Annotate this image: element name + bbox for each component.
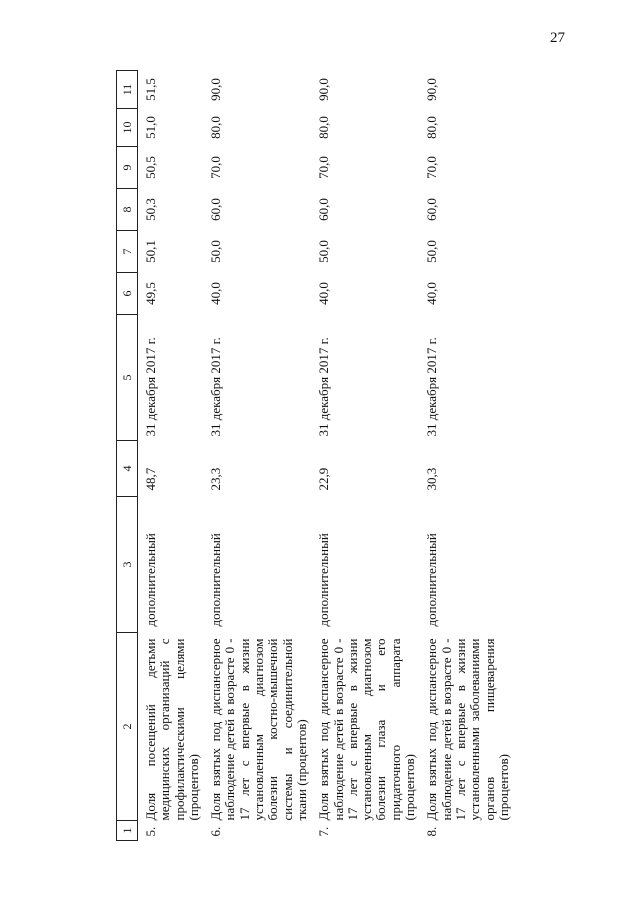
value-cell: 49,5	[143, 282, 158, 305]
table-row	[201, 71, 309, 841]
row-number: 7.	[316, 826, 332, 837]
column-header: 8	[117, 189, 138, 231]
indicators-table	[116, 70, 511, 841]
indicator-name: Доля взятых под диспансерное наблюдение детей в возрасте 0 - 17 лет с впервые в жизни установленным диагнозом болезни костно-мышечной системы и соединительной ткани (процентов)	[208, 638, 309, 821]
value-cell: 50,0	[424, 240, 440, 263]
value-cell: 60,0	[316, 198, 332, 221]
row-number: 5.	[143, 826, 158, 837]
rotated-table-container	[116, 71, 569, 841]
base-value: 48,7	[143, 467, 158, 491]
value-cell: 70,0	[208, 156, 224, 179]
value-cell: 50,5	[143, 156, 158, 179]
indicator-name: Доля взятых под диспансерное наблюдение детей в возрасте 0 - 17 лет с впервые в жизни установленными заболеваниями органов пищеварения (процентов)	[424, 638, 511, 821]
table-row	[309, 71, 417, 841]
value-cell: 90,0	[316, 78, 332, 101]
column-header: 6	[117, 273, 138, 315]
value-cell: 51,0	[143, 116, 158, 139]
base-date: 31 декабря 2017 г.	[424, 337, 440, 437]
value-cell: 50,3	[143, 198, 158, 221]
base-date: 31 декабря 2017 г.	[143, 337, 158, 437]
value-cell: 40,0	[208, 282, 224, 305]
value-cell: 51,5	[143, 78, 158, 101]
value-cell: 40,0	[424, 282, 440, 305]
column-header: 2	[117, 633, 138, 821]
row-number: 6.	[208, 826, 224, 837]
column-header: 4	[117, 441, 138, 497]
value-cell: 80,0	[208, 116, 224, 139]
indicator-name: Доля посещений детьми медицинских организаций с профилактическими целями (процентов)	[143, 638, 201, 821]
indicator-type: дополнительный	[143, 533, 158, 627]
table-row	[138, 71, 202, 841]
base-value: 23,3	[208, 467, 224, 491]
column-header: 3	[117, 497, 138, 633]
column-header: 7	[117, 231, 138, 273]
column-header: 9	[117, 147, 138, 189]
column-header: 11	[117, 71, 138, 109]
value-cell: 50,0	[208, 240, 224, 263]
column-number-row	[117, 71, 138, 841]
indicator-type: дополнительный	[424, 533, 440, 627]
page-number: 27	[550, 30, 565, 46]
indicator-type: дополнительный	[208, 533, 224, 627]
column-header: 1	[117, 821, 138, 841]
row-number: 8.	[424, 826, 440, 837]
value-cell: 80,0	[424, 116, 440, 139]
value-cell: 90,0	[208, 78, 224, 101]
base-date: 31 декабря 2017 г.	[316, 337, 332, 437]
value-cell: 70,0	[316, 156, 332, 179]
value-cell: 80,0	[316, 116, 332, 139]
table-row	[417, 71, 511, 841]
column-header: 5	[117, 315, 138, 441]
value-cell: 60,0	[424, 198, 440, 221]
base-value: 22,9	[316, 467, 332, 491]
base-value: 30,3	[424, 467, 440, 491]
value-cell: 90,0	[424, 78, 440, 101]
value-cell: 50,0	[316, 240, 332, 263]
column-header: 10	[117, 109, 138, 147]
value-cell: 70,0	[424, 156, 440, 179]
value-cell: 40,0	[316, 282, 332, 305]
indicator-type: дополнительный	[316, 533, 332, 627]
value-cell: 60,0	[208, 198, 224, 221]
indicator-name: Доля взятых под диспансерное наблюдение детей в возрасте 0 - 17 лет с впервые в жизни установленным диагнозом болезни глаза и его придаточного аппарата (процентов)	[316, 638, 418, 821]
base-date: 31 декабря 2017 г.	[208, 337, 224, 437]
value-cell: 50,1	[143, 240, 158, 263]
